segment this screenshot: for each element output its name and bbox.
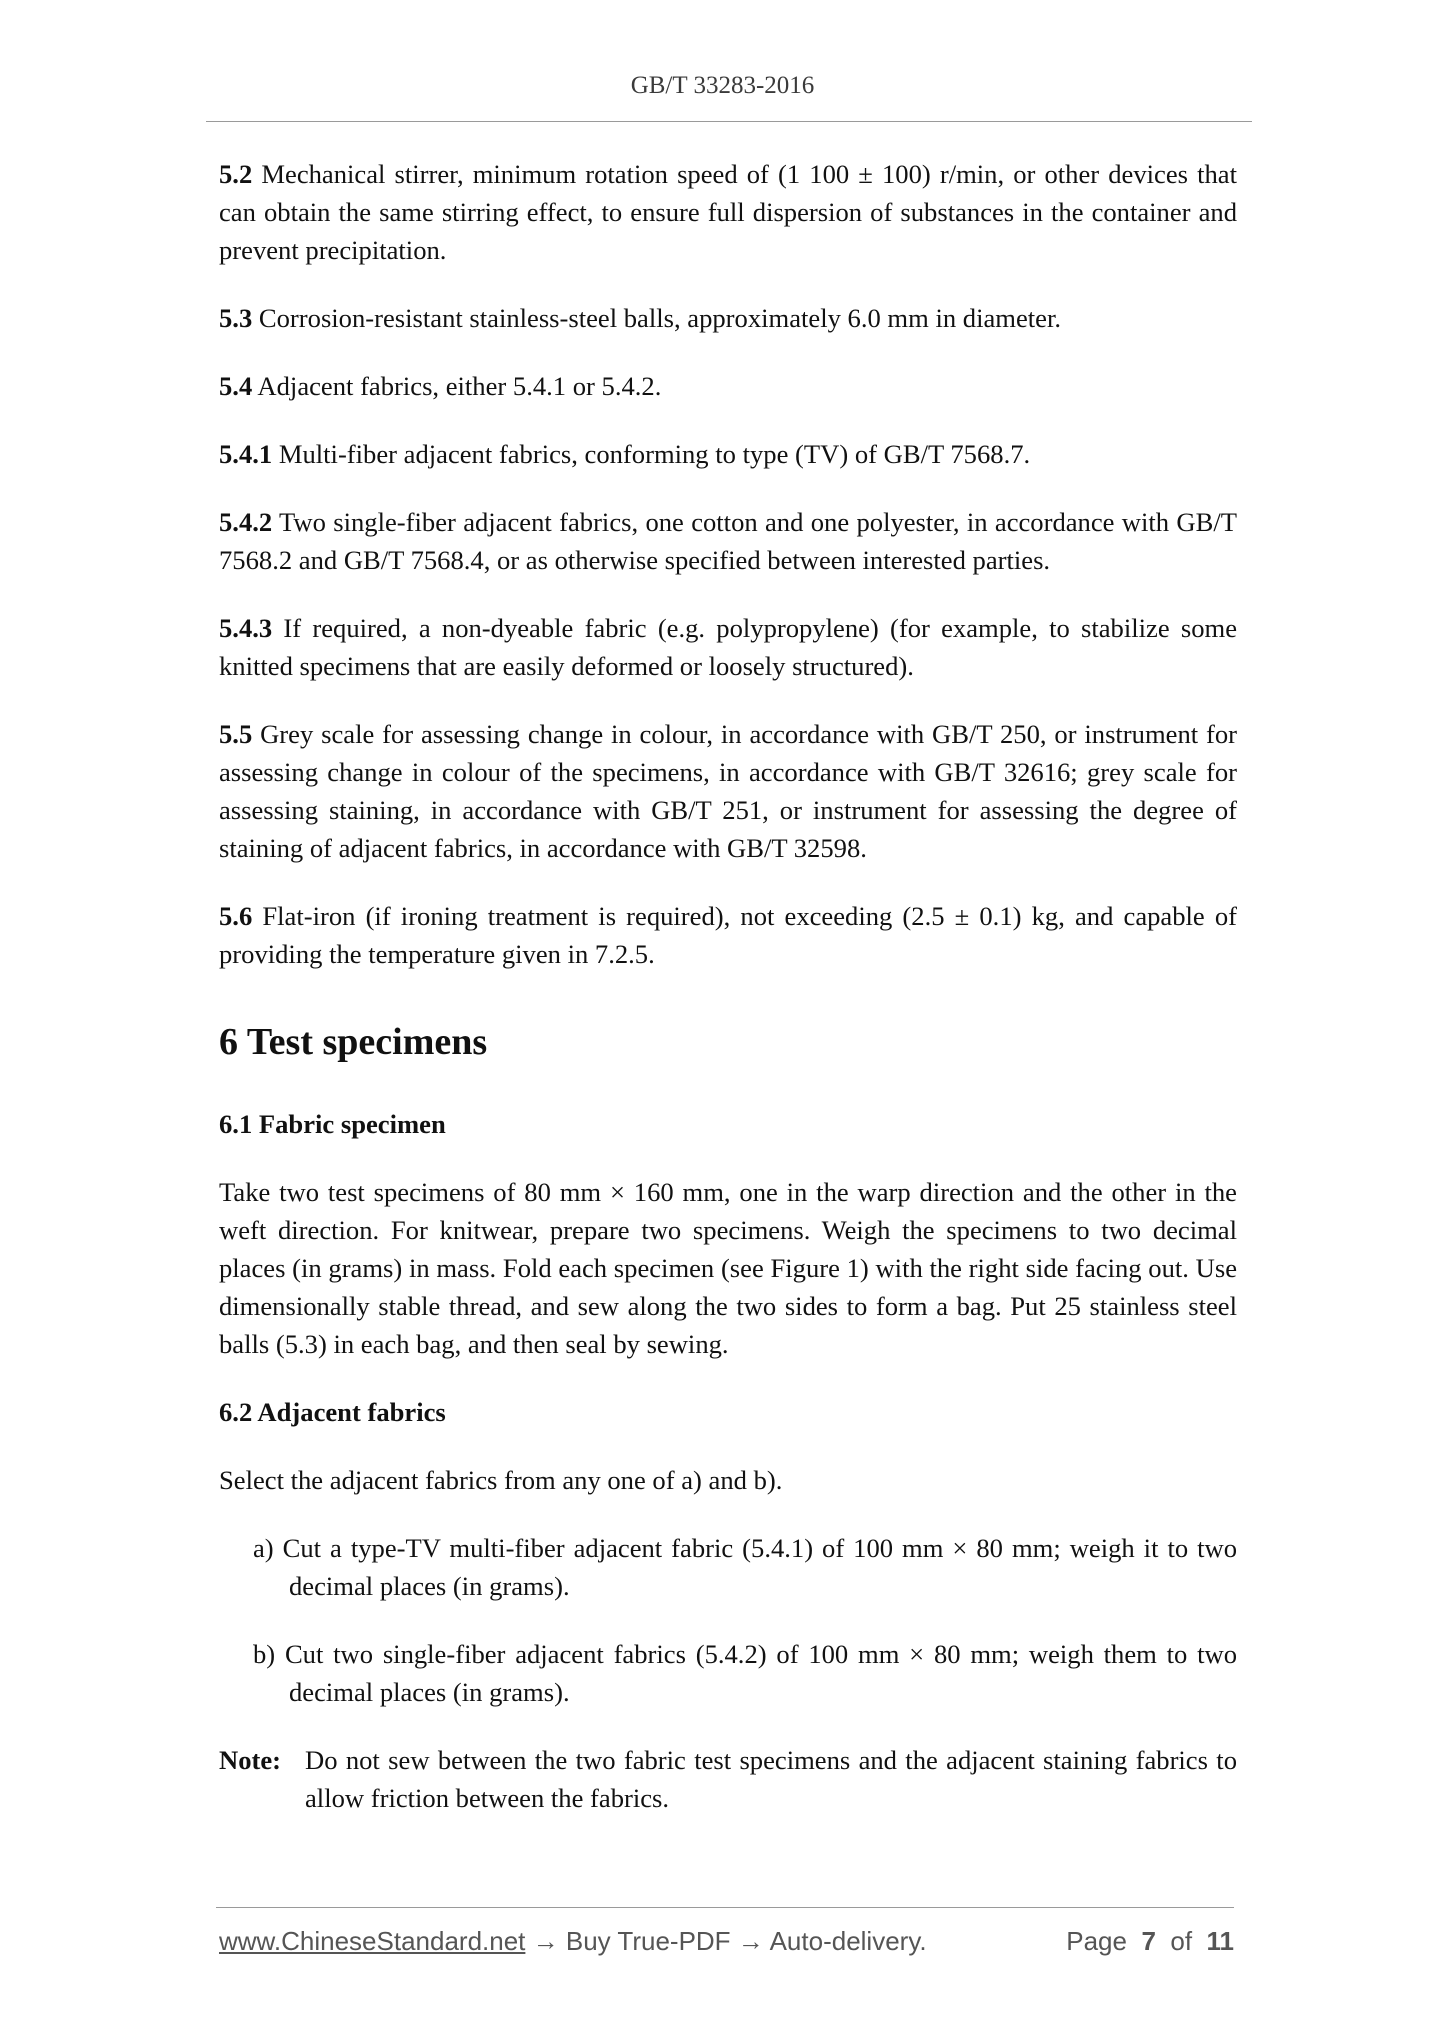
- adjacent-fabrics-intro: Select the adjacent fabrics from any one of a) and b).: [219, 1465, 783, 1495]
- clause-text: Multi-fiber adjacent fabrics, conforming to type (TV) of GB/T 7568.7.: [272, 439, 1031, 469]
- clause-text: If required, a non-dyeable fabric (e.g. polypropylene) (for example, to stabilize some knitted specimens that are easily deformed or loosely structured).: [219, 613, 1237, 681]
- clause-text: Two single-fiber adjacent fabrics, one cotton and one polyester, in accordance with GB/T 7568.2 and GB/T 7568.4, or as otherwise specified between interested parties.: [219, 507, 1237, 575]
- clause-5-6: [219, 897, 1237, 973]
- clause-5-4: [219, 367, 1237, 405]
- website-link[interactable]: www.ChineseStandard.net: [219, 1926, 526, 1956]
- clause-5-4-1: [219, 435, 1237, 473]
- list-item: b) Cut two single-fiber adjacent fabrics (5.4.2) of 100 mm × 80 mm; weigh them to two decimal places (in grams).: [253, 1639, 1237, 1707]
- clause-number: 5.2: [219, 159, 253, 189]
- clause-number: 5.3: [219, 303, 253, 333]
- buy-text: Buy True-PDF: [565, 1926, 731, 1956]
- clause-number: 5.4.1: [219, 439, 273, 469]
- clause-5-3: [219, 299, 1237, 337]
- clause-text: Adjacent fabrics, either 5.4.1 or 5.4.2.: [252, 371, 662, 401]
- note: [219, 1741, 1237, 1817]
- note-text: Do not sew between the two fabric test specimens and the adjacent staining fabrics to allow friction between the fabrics.: [305, 1745, 1237, 1813]
- section-heading: 6 Test specimens: [219, 1021, 488, 1063]
- clause-text: Flat-iron (if ironing treatment is required), not exceeding (2.5 ± 0.1) kg, and capable of providing the temperature given in 7.2.5.: [219, 901, 1237, 969]
- clause-number: 5.4.3: [219, 613, 273, 643]
- list-item: a) Cut a type-TV multi-fiber adjacent fabric (5.4.1) of 100 mm × 80 mm; weigh it to two decimal places (in grams).: [253, 1533, 1237, 1601]
- of-label: of: [1170, 1926, 1193, 1956]
- clause-5-4-2: [219, 503, 1237, 579]
- clause-5-2: [219, 155, 1237, 269]
- page-content: [219, 155, 1237, 1817]
- footer-divider: [216, 1907, 1234, 1908]
- page-number: 7: [1141, 1926, 1156, 1956]
- clause-text: Mechanical stirrer, minimum rotation speed of (1 100 ± 100) r/min, or other devices that can obtain the same stirring effect, to ensure full dispersion of substances in the container and prevent precipitation.: [219, 159, 1237, 265]
- fabric-specimen-text: Take two test specimens of 80 mm × 160 mm, one in the warp direction and the other in the weft direction. For knitwear, prepare two specimens. Weigh the specimens to two decimal places (in grams) in mass. Fold each specimen (see Figure 1) with the right side facing out. Use dimensionally stable thread, and sew along the two sides to form a bag. Put 25 stainless steel balls (5.3) in each bag, and then seal by sewing.: [219, 1177, 1237, 1359]
- document-code-header: GB/T 33283-2016: [630, 72, 815, 99]
- clause-number: 5.4.2: [219, 507, 273, 537]
- clause-5-5: [219, 715, 1237, 867]
- subsection-heading: 6.2 Adjacent fabrics: [219, 1397, 446, 1427]
- clause-number: 5.5: [219, 719, 253, 749]
- delivery-text: Auto-delivery.: [769, 1926, 927, 1956]
- header-divider: [206, 121, 1252, 122]
- arrow-icon: →: [730, 1926, 770, 1956]
- page-total: 11: [1206, 1926, 1234, 1956]
- clause-text: Corrosion-resistant stainless-steel balls, approximately 6.0 mm in diameter.: [252, 303, 1061, 333]
- page-label: Page: [1066, 1926, 1127, 1956]
- clause-5-4-3: [219, 609, 1237, 685]
- footer-promo: [219, 1926, 927, 1957]
- note-label: Note:: [219, 1745, 282, 1775]
- clause-number: 5.6: [219, 901, 253, 931]
- clause-number: 5.4: [219, 371, 253, 401]
- clause-text: Grey scale for assessing change in colour, in accordance with GB/T 250, or instrument for assessing change in colour of the specimens, in accordance with GB/T 32616; grey scale for assessing staining, in accordance with GB/T 251, or instrument for assessing the degree of staining of adjacent fabrics, in accordance with GB/T 32598.: [219, 719, 1237, 863]
- subsection-heading: 6.1 Fabric specimen: [219, 1109, 446, 1139]
- page-indicator: [1066, 1926, 1234, 1957]
- arrow-icon: →: [525, 1926, 566, 1956]
